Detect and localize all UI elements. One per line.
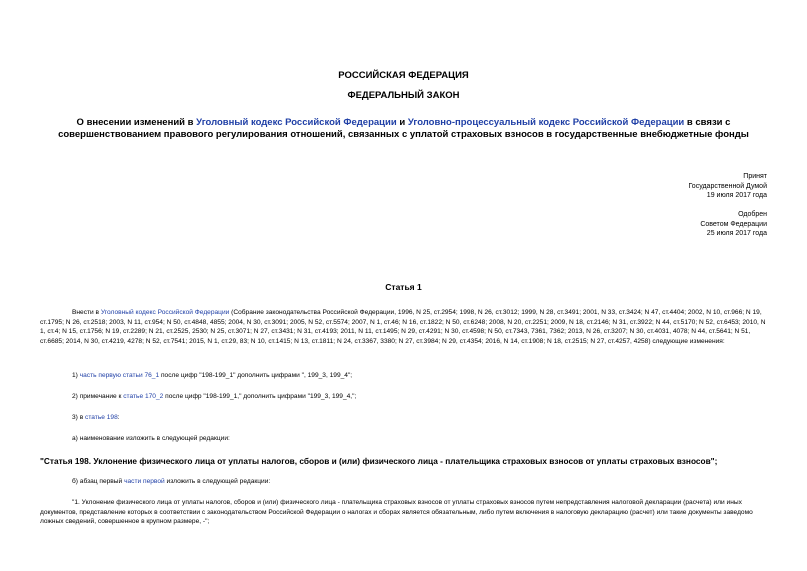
approval-date: 25 июля 2017 года (706, 230, 767, 237)
item-3: 3) в статье 198: (72, 414, 120, 421)
approval-line-2: Советом Федерации (700, 220, 767, 228)
item-2-link[interactable]: статье 170_2 (123, 393, 164, 400)
item-1-link[interactable]: часть первую статьи 76_1 (79, 372, 160, 379)
adoption-line-2: Государственной Думой (688, 182, 767, 190)
subitem-a: а) наименование изложить в следующей редакции: (72, 435, 230, 442)
item-1: 1) часть первую статьи 76_1 после цифр "198-199_1" дополнить цифрами ", 199_3, 199_4"; (72, 372, 353, 379)
criminal-code-link[interactable]: Уголовный кодекс Российской Федерации (196, 117, 397, 128)
criminal-procedure-code-link[interactable]: Уголовно-процессуальный кодекс Российской Федерации (407, 117, 685, 128)
intro-criminal-code-link[interactable]: Уголовный кодекс Российской Федерации (100, 309, 230, 316)
approval-block (700, 210, 767, 239)
article-intro: Внести в Уголовный кодекс Российской Федерации (Собрание законодательства Российской Федерации, 1996, N 25, ст.2954; 1998, N 26, ст.3012; 1999, N 28, ст.3491; 2001, N 33, ст.3424; N 47, ст.4404; 2002, N 10, ст.966; N 19, ст.1795; N 26, ст.2518; 2003, N 11, ст.954; N 50, ст.4848, 4855; 2004, N 30, ст.3091; 2005, N 52, ст.5574; 2007, N 1, ст.46; N 16, ст.1822; N 50, ст.6248; 2008, N 20, ст.2251; 2009, N 18, ст.2146; N 31, ст.3922; N 44, ст.5170; N 52, ст.6453; 2010, N 1, ст.4; N 15, ст.1756; N 19, ст.2289; N 21, ст.2525, 2530; N 25, ст.3071; N 27, ст.3431; N 31, ст.4193; 2011, N 11, ст.1495; N 29, ст.4291; N 30, ст.4598; N 50, ст.7343, 7361, 7362; 2013, N 26, ст.3207; N 30, ст.4031, 4078; N 44, ст.5641; N 51, ст.6685; 2014, N 30, ст.4219, 4278; N 52, ст.7541; 2015, N 1, ст.29, 83; N 10, ст.1415; N 13, ст.1811; N 24, ст.3367, 3380; N 27, ст.3984; N 29, ст.4354; 2016, N 14, ст.1908; N 18, ст.2515; N 27, ст.4257, 4258) следующие изменения: (40, 309, 766, 345)
article-heading: Статья 1 (385, 282, 422, 292)
federation-heading: РОССИЙСКАЯ ФЕДЕРАЦИЯ (338, 70, 469, 81)
law-type-heading: ФЕДЕРАЛЬНЫЙ ЗАКОН (347, 90, 460, 101)
subitem-b: б) абзац первый части первой изложить в следующей редакции: (72, 478, 271, 485)
approval-line-1: Одобрен (738, 211, 767, 218)
law-title: О внесении изменений в Уголовный кодекс Российской Федерации и Уголовно-процессуальный кодекс Российской Федерации в связи с совершенствованием правового регулирования отношений, связанных с уплатой страховых взносов в государственные внебюджетные фонды (58, 117, 749, 140)
item-2: 2) примечание к статье 170_2 после цифр "198-199_1," дополнить цифрами "199_3, 199_4,"; (72, 393, 357, 400)
subitem-b-link[interactable]: части первой (124, 478, 165, 485)
quoted-paragraph: "1. Уклонение физического лица от уплаты налогов, сборов и (или) физического лица - плательщика страховых взносов от уплаты страховых взносов путем непредставления налоговой декларации (расчета) или иных документов, представление которых в соответствии с законодательством Российской Федерации о налогах и сборах является обязательным, либо путем включения в налоговую декларацию (расчет) или такие документы заведомо ложных сведений, совершенное в крупном размере, -"; (40, 499, 753, 525)
article-198-heading: "Статья 198. Уклонение физического лица от уплаты налогов, сборов и (или) физического лица - плательщика страховых взносов от уплаты страховых взносов"; (40, 456, 718, 466)
adoption-block (688, 172, 767, 201)
adoption-date: 19 июля 2017 года (706, 192, 767, 199)
item-3-link[interactable]: статье 198 (85, 414, 118, 421)
adoption-line-1: Принят (743, 173, 767, 180)
